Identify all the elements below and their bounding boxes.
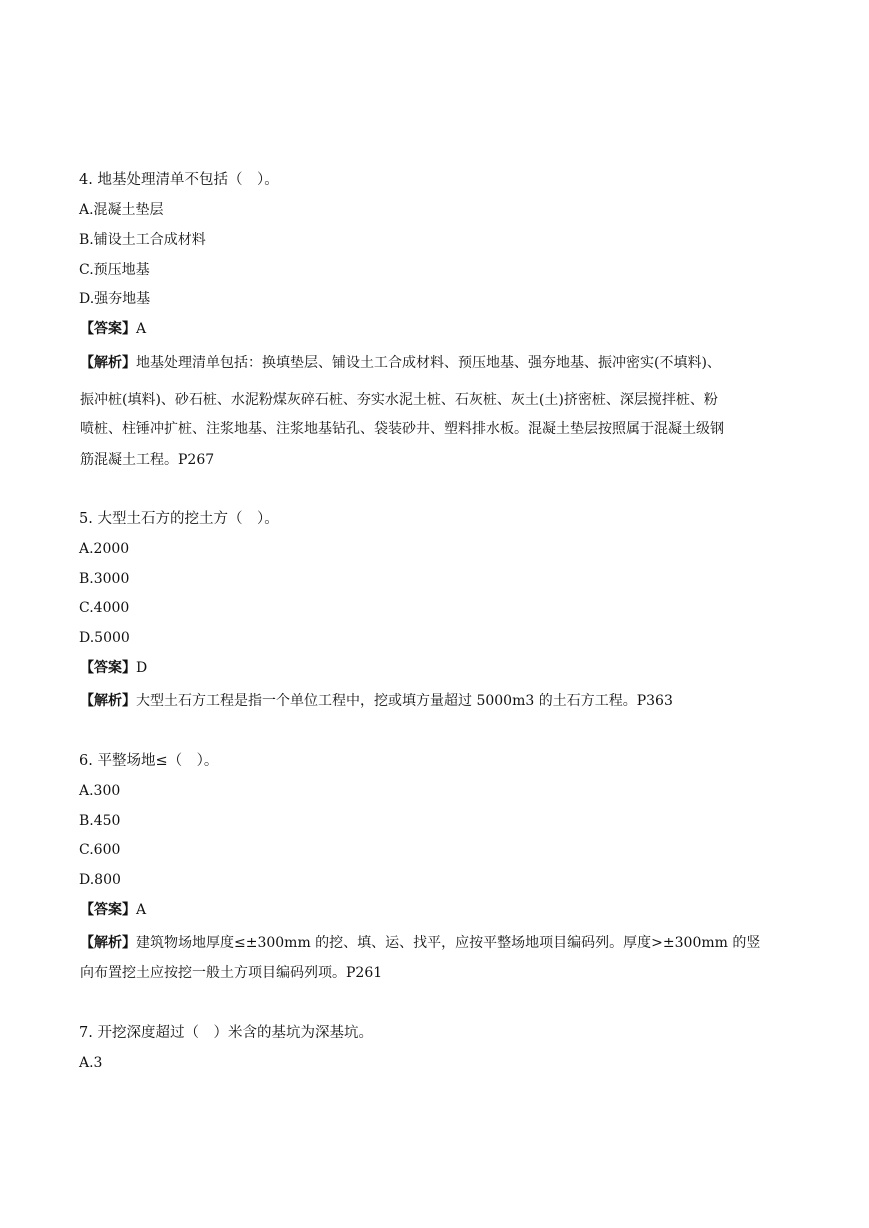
analysis-text: 建筑物场地厚度≤±300mm 的挖、填、运、找平，应按平整场地项目编码列。厚度>±300mm 的竖 bbox=[136, 935, 761, 951]
answer-value: A bbox=[136, 902, 147, 918]
question-4-option-a: A.混凝土垫层 bbox=[79, 202, 164, 218]
question-4-option-b: B.铺设土工合成材料 bbox=[79, 232, 206, 248]
answer-tag: 【答案】 bbox=[80, 902, 136, 918]
question-4-option-d: D.强夯地基 bbox=[79, 291, 151, 307]
question-5-option-d: D.5000 bbox=[79, 630, 130, 646]
question-5-option-a: A.2000 bbox=[79, 541, 130, 557]
question-5-stem: 5. 大型土石方的挖土方（ ）。 bbox=[79, 511, 279, 527]
question-7-option-a: A.3 bbox=[79, 1055, 103, 1071]
question-5-answer bbox=[80, 659, 147, 677]
question-5-option-b: B.3000 bbox=[79, 571, 130, 587]
analysis-tag: 【解析】 bbox=[80, 693, 136, 709]
question-6-option-d: D.800 bbox=[79, 872, 121, 888]
question-4-stem: 4. 地基处理清单不包括（ ）。 bbox=[79, 172, 279, 188]
question-4-option-c: C.预压地基 bbox=[79, 262, 150, 278]
analysis-tag: 【解析】 bbox=[80, 935, 136, 951]
answer-tag: 【答案】 bbox=[80, 321, 136, 337]
answer-value: A bbox=[136, 321, 147, 337]
question-4-analysis-line-1 bbox=[80, 354, 796, 372]
question-6-answer bbox=[80, 901, 146, 919]
analysis-text: 大型土石方工程是指一个单位工程中，挖或填方量超过 5000m3 的土石方工程。P363 bbox=[136, 693, 673, 709]
question-6-analysis-line-1 bbox=[80, 934, 796, 952]
question-4-analysis-line-3: 喷桩、柱锤冲扩桩、注浆地基、注浆地基钻孔、袋装砂井、塑料排水板。混凝土垫层按照属于混凝土级钢 bbox=[80, 421, 724, 437]
question-5-analysis-line-1 bbox=[80, 692, 796, 710]
question-4-analysis-line-2: 振冲桩(填料)、砂石桩、水泥粉煤灰碎石桩、夯实水泥土桩、石灰桩、灰土(土)挤密桩、深层搅拌桩、粉 bbox=[80, 392, 718, 408]
question-6-option-a: A.300 bbox=[79, 783, 121, 799]
question-7-stem: 7. 开挖深度超过（ ）米含的基坑为深基坑。 bbox=[79, 1025, 373, 1041]
question-6-option-c: C.600 bbox=[79, 842, 121, 858]
question-6-stem: 6. 平整场地≤（ ）。 bbox=[79, 753, 219, 769]
question-5-option-c: C.4000 bbox=[79, 600, 130, 616]
question-4-answer bbox=[80, 320, 146, 338]
question-6-option-b: B.450 bbox=[79, 813, 121, 829]
answer-value: D bbox=[136, 660, 148, 676]
question-6-analysis-line-2: 向布置挖土应按挖一般土方项目编码列项。P261 bbox=[80, 965, 383, 981]
analysis-tag: 【解析】 bbox=[80, 355, 136, 371]
answer-tag: 【答案】 bbox=[80, 660, 136, 676]
analysis-text: 地基处理清单包括：换填垫层、铺设土工合成材料、预压地基、强夯地基、振冲密实(不填料)、 bbox=[136, 355, 721, 371]
question-4-analysis-line-4: 筋混凝土工程。P267 bbox=[80, 452, 215, 468]
